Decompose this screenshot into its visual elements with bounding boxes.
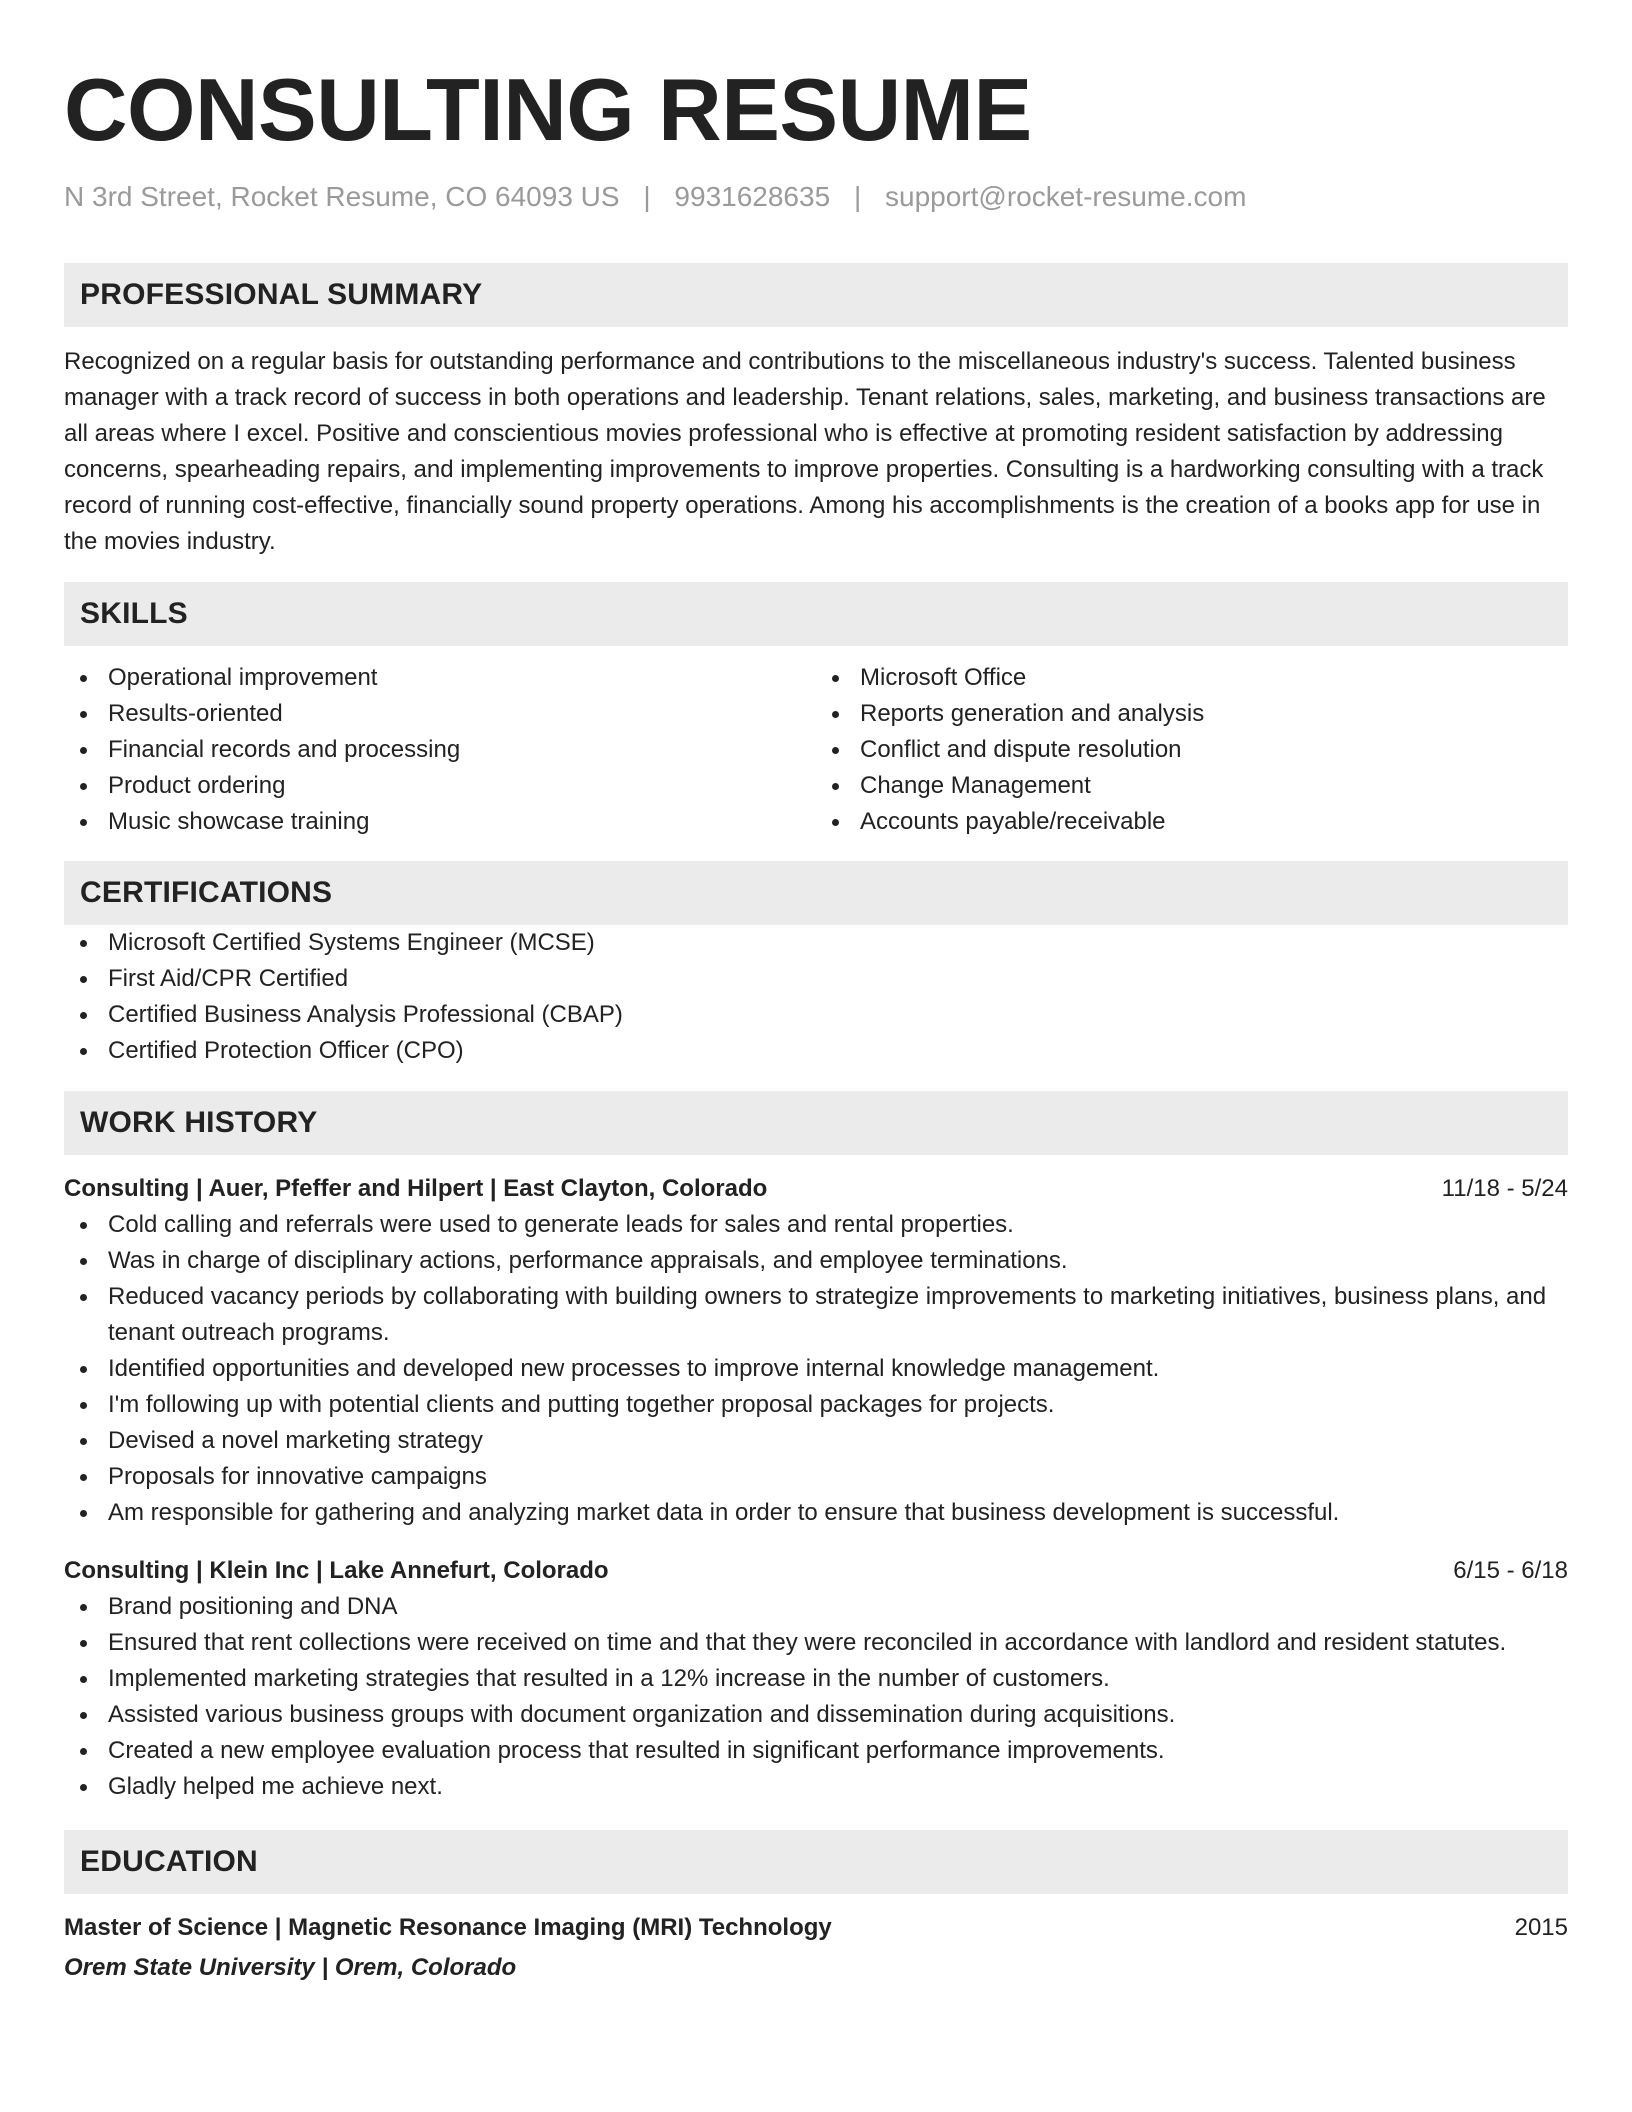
job-bullet: Brand positioning and DNA [64,1589,1568,1625]
skill-item: Reports generation and analysis [816,696,1568,732]
skills-columns [64,660,1568,840]
contact-address: N 3rd Street, Rocket Resume, CO 64093 US [64,181,620,212]
job-bullet: Identified opportunities and developed new processes to improve internal knowledge management. [64,1351,1568,1387]
job-bullets [64,1207,1568,1531]
section-header-work-history: WORK HISTORY [64,1091,1568,1155]
skill-item: Change Management [816,768,1568,804]
contact-email: support@rocket-resume.com [885,181,1247,212]
section-header-certifications: CERTIFICATIONS [64,861,1568,925]
skill-item: Music showcase training [64,804,816,840]
certification-item: Microsoft Certified Systems Engineer (MCSE) [64,925,1568,961]
education-school: Orem State University | Orem, Colorado [64,1953,517,1981]
job-title: Consulting | Auer, Pfeffer and Hilpert | East Clayton, Colorado [64,1174,768,1202]
job-bullet: Was in charge of disciplinary actions, performance appraisals, and employee terminations. [64,1243,1568,1279]
job-bullet: Assisted various business groups with document organization and dissemination during acquisitions. [64,1697,1568,1733]
job-bullet: Devised a novel marketing strategy [64,1423,1568,1459]
job-bullet: Gladly helped me achieve next. [64,1769,1568,1805]
job-bullets [64,1589,1568,1805]
skill-item: Microsoft Office [816,660,1568,696]
job-dates: 11/18 - 5/24 [1441,1174,1568,1202]
skill-item: Operational improvement [64,660,816,696]
certification-item: Certified Protection Officer (CPO) [64,1033,1568,1069]
section-header-summary: PROFESSIONAL SUMMARY [64,263,1568,327]
skill-item: Financial records and processing [64,732,816,768]
job-heading [64,1171,1568,1207]
skills-list-left [64,660,816,840]
job-bullet: I'm following up with potential clients and putting together proposal packages for projects. [64,1387,1568,1423]
skill-item: Product ordering [64,768,816,804]
contact-separator: | [643,181,651,212]
job-title: Consulting | Klein Inc | Lake Annefurt, Colorado [64,1556,609,1584]
education-degree: Master of Science | Magnetic Resonance Imaging (MRI) Technology [64,1913,832,1941]
summary-text: Recognized on a regular basis for outstanding performance and contributions to the miscellaneous industry's success. Talented business manager with a track record of success in both operations and leadership. Tenant relations, sales, marketing, and business transactions are all areas where I excel. Positive and conscientious movies professional who is effective at promoting resident satisfaction by addressing concerns, spearheading repairs, and implementing improvements to improve properties. Consulting is a hardworking consulting with a track record of running cost-effective, financially sound property operations. Among his accomplishments is the creation of a books app for use in the movies industry. [64,347,1546,555]
job-bullet: Created a new employee evaluation process that resulted in significant performance improvements. [64,1733,1568,1769]
skill-item: Conflict and dispute resolution [816,732,1568,768]
contact-phone: 9931628635 [674,181,831,212]
resume-name: CONSULTING RESUME [64,60,1032,159]
job-heading [64,1553,1568,1589]
job-dates: 6/15 - 6/18 [1453,1556,1568,1584]
education-year: 2015 [1514,1913,1568,1941]
section-header-skills: SKILLS [64,582,1568,646]
certification-item: Certified Business Analysis Professional (CBAP) [64,997,1568,1033]
job-bullet: Cold calling and referrals were used to generate leads for sales and rental properties. [64,1207,1568,1243]
education-heading [64,1910,1568,1946]
job-bullet: Implemented marketing strategies that resulted in a 12% increase in the number of customers. [64,1661,1568,1697]
certification-item: First Aid/CPR Certified [64,961,1568,997]
job-bullet: Proposals for innovative campaigns [64,1459,1568,1495]
job-bullet: Ensured that rent collections were received on time and that they were reconciled in accordance with landlord and resident statutes. [64,1625,1568,1661]
certifications-list [64,925,1568,1069]
job-bullet: Am responsible for gathering and analyzing market data in order to ensure that business development is successful. [64,1495,1568,1531]
skill-item: Results-oriented [64,696,816,732]
skill-item: Accounts payable/receivable [816,804,1568,840]
skills-list-right [816,660,1568,840]
section-header-education: EDUCATION [64,1830,1568,1894]
job-bullet: Reduced vacancy periods by collaborating with building owners to strategize improvements to marketing initiatives, business plans, and tenant outreach programs. [64,1279,1568,1351]
contact-line [64,180,1568,214]
contact-separator: | [853,181,862,212]
